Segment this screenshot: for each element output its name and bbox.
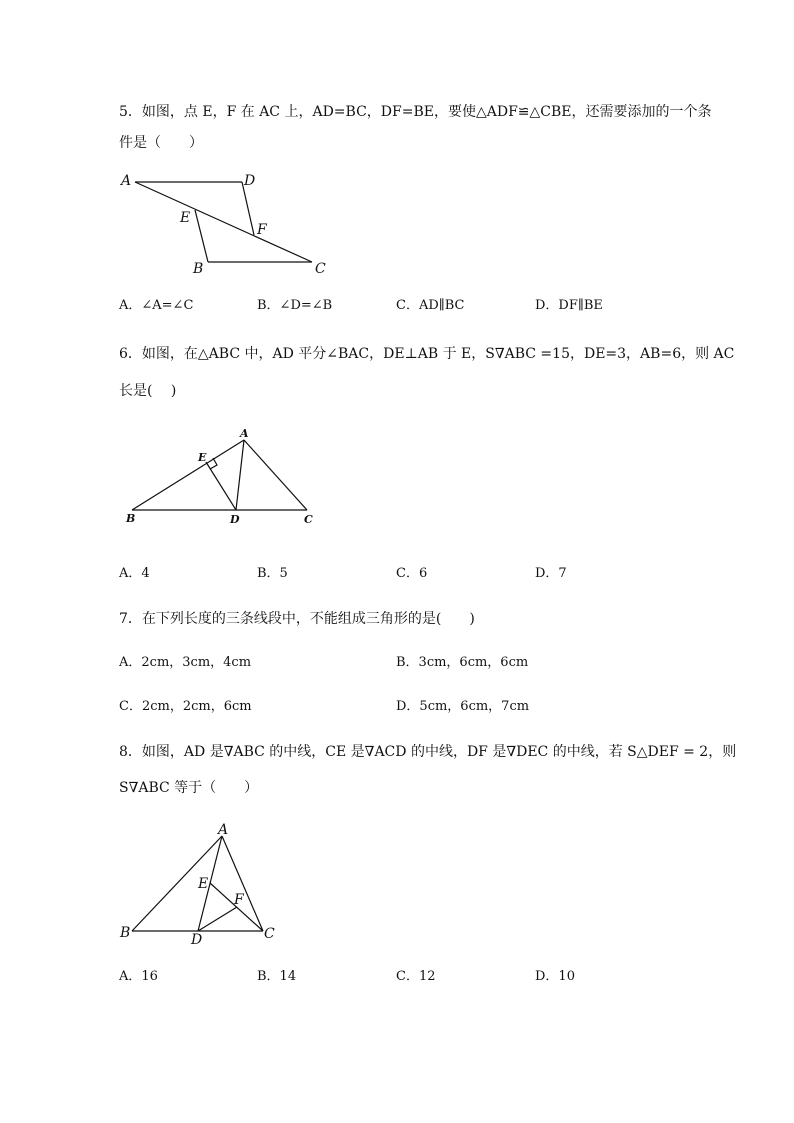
- q8-label-d: D: [191, 932, 203, 948]
- q8-option-a: A．16: [119, 969, 158, 984]
- q8-segment-ba: [132, 836, 222, 931]
- q6-label-a: A: [240, 427, 249, 440]
- q7-option-a: A．2cm，3cm，4cm: [119, 655, 252, 670]
- q5-segment-df: [242, 182, 254, 235]
- q7-option-b: B．3cm，6cm，6cm: [396, 655, 529, 670]
- q6-label-e: E: [198, 451, 207, 464]
- q6-label-b: B: [126, 512, 136, 525]
- q5-label-e: E: [180, 210, 191, 226]
- q8-figure: [115, 820, 285, 950]
- q5-stem-line1: 5．如图，点 E，F 在 AC 上，AD=BC，DF=BE，要使△ADF≌△CBE，还需要添加的一个条: [119, 104, 712, 120]
- q5-label-c: C: [315, 261, 326, 277]
- q6-stem-line1: 6．如图，在△ABC 中，AD 平分∠BAC，DE⊥AB 于 E，S∇ABC =15，DE=3，AB=6，则 AC: [119, 346, 735, 362]
- q5-segment-ac: [135, 182, 312, 262]
- q7-option-d: D．5cm，6cm，7cm: [396, 699, 530, 714]
- q8-label-e: E: [198, 876, 209, 892]
- q5-label-b: B: [193, 261, 204, 277]
- q5-label-a: A: [121, 173, 132, 189]
- q6-option-b: B．5: [257, 566, 288, 581]
- q8-stem-line1: 8．如图，AD 是∇ABC 的中线，CE 是∇ACD 的中线，DF 是∇DEC 的中线，若 S△DEF = 2，则: [119, 744, 737, 760]
- q8-label-b: B: [120, 925, 131, 941]
- q5-segment-be: [195, 210, 208, 262]
- q6-segment-ba: [132, 440, 244, 510]
- q6-figure: [120, 425, 330, 530]
- q6-stem-line2: 长是( ): [119, 383, 177, 399]
- q6-segment-ac: [244, 440, 307, 510]
- q8-stem-line2: S∇ABC 等于（ ）: [119, 780, 259, 796]
- q8-segment-ac: [222, 836, 263, 931]
- q6-label-c: C: [304, 513, 313, 526]
- q5-figure: [115, 168, 335, 280]
- q8-option-d: D．10: [535, 969, 575, 984]
- q8-option-c: C．12: [396, 969, 436, 984]
- q5-label-f: F: [257, 222, 267, 238]
- q5-option-b: B．∠D=∠B: [257, 298, 333, 313]
- q6-segment-ad: [236, 440, 244, 510]
- q6-right-angle-mark: [210, 458, 217, 469]
- q8-label-a: A: [218, 822, 229, 838]
- q5-option-a: A．∠A=∠C: [119, 298, 194, 313]
- q7-option-c: C．2cm，2cm，6cm: [119, 699, 252, 714]
- q5-option-d: D．DF∥BE: [535, 298, 603, 313]
- q5-label-d: D: [244, 173, 256, 189]
- q7-stem: 7．在下列长度的三条线段中，不能组成三角形的是( ): [119, 611, 475, 627]
- q6-option-a: A．4: [119, 566, 150, 581]
- q8-label-c: C: [264, 926, 275, 942]
- q6-label-d: D: [230, 513, 240, 526]
- q5-option-c: C．AD∥BC: [396, 298, 465, 313]
- q6-option-d: D．7: [535, 566, 567, 581]
- q8-label-f: F: [234, 892, 244, 908]
- q8-segment-df: [198, 907, 237, 931]
- q6-option-c: C．6: [396, 566, 428, 581]
- q5-stem-line2: 件是（ ）: [119, 135, 203, 151]
- q8-option-b: B．14: [257, 969, 297, 984]
